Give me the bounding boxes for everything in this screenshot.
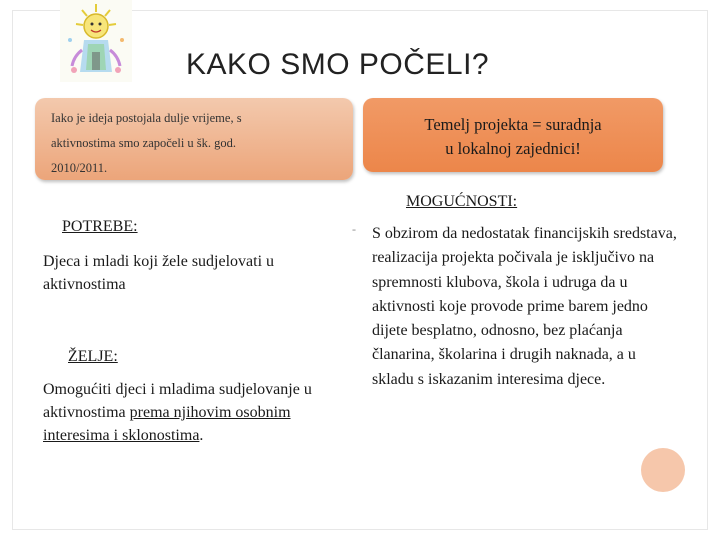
project-box-line-2: u lokalnoj zajednici! <box>445 139 581 158</box>
info-box-line-1: Iako je ideja postojala dulje vrijeme, s <box>51 111 242 125</box>
info-box-line-3: 2010/2011. <box>51 161 108 175</box>
slide-frame-right <box>707 10 708 530</box>
needs-text: Djeca i mladi koji žele sudjelovati u aktivnostima <box>43 253 275 293</box>
project-box-line-1: Temelj projekta = suradnja <box>424 115 602 134</box>
decorative-circle <box>641 448 685 492</box>
slide-frame-left <box>12 10 13 530</box>
needs-heading: POTREBE: <box>62 218 138 235</box>
wishes-text-end: . <box>199 427 204 444</box>
possibilities-heading: MOGUĆNOSTI: <box>406 193 518 210</box>
child-drawing-logo <box>60 0 132 82</box>
wishes-text-plain: Omogućiti djeci i mladima sudjelovanje u aktivnostima <box>43 381 312 421</box>
wishes-heading: ŽELJE: <box>68 348 118 365</box>
wishes-text <box>43 378 343 447</box>
project-box <box>363 98 663 172</box>
info-box-line-2: aktivnostima smo započeli u šk. god. <box>51 136 237 150</box>
info-box-text <box>51 106 351 181</box>
possibilities-bullet: - <box>352 222 356 236</box>
project-box-text <box>363 113 663 161</box>
info-box <box>35 98 353 180</box>
slide-frame-bottom <box>12 529 708 530</box>
possibilities-text: S obzirom da nedostatak financijskih sredstava, realizacija projekta počivala je isključivo na spremnosti klubova, škola i udruga da u aktivnosti koje provode prime barem jedno dijete besplatno, odnosno, bez plaćanja članarina, školarina i drugih naknada, a u skladu s iskazanim interesima djece. <box>372 225 677 388</box>
wishes-text-underlined: prema njihovim osobnim interesima i sklonostima <box>43 404 291 444</box>
slide-title: KAKO SMO POČELI? <box>186 48 490 81</box>
